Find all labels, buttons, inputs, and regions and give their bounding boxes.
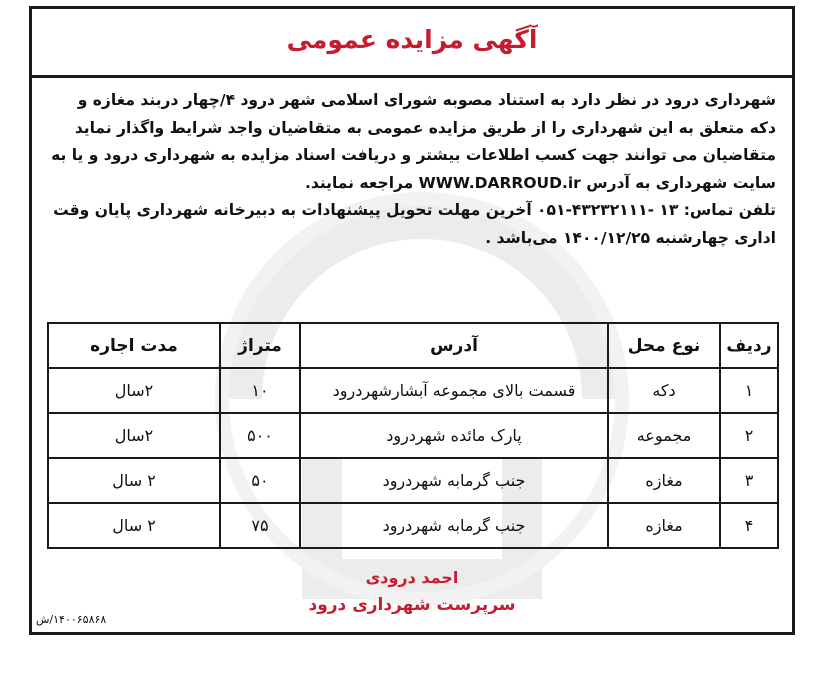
cell-address: قسمت بالای مجموعه آبشارشهردرود (300, 368, 608, 413)
header-type: نوع محل (608, 323, 720, 368)
cell-area: ۵۰ (220, 458, 300, 503)
cell-lease: ۲سال (48, 368, 220, 413)
cell-type: مغازه (608, 503, 720, 548)
cell-type: مجموعه (608, 413, 720, 458)
header-radif: ردیف (720, 323, 778, 368)
cell-area: ۵۰۰ (220, 413, 300, 458)
cell-lease: ۲ سال (48, 503, 220, 548)
notice-frame (29, 6, 795, 635)
cell-lease: ۲ سال (48, 458, 220, 503)
cell-lease: ۲سال (48, 413, 220, 458)
signatory-title: سرپرست شهرداری درود (308, 595, 516, 615)
table-row (48, 413, 778, 458)
cell-radif: ۳ (720, 458, 778, 503)
header-area: متراژ (220, 323, 300, 368)
notice-title: آگهی مزایده عمومی (286, 25, 538, 54)
table-row (48, 368, 778, 413)
cell-type: دکه (608, 368, 720, 413)
reference-code: ۱۴۰۰۶۵۸۶۸/ش (36, 613, 107, 626)
notice-body (50, 87, 776, 253)
table-header-row (48, 323, 778, 368)
cell-radif: ۲ (720, 413, 778, 458)
title-divider (32, 75, 792, 78)
body-paragraph: شهرداری درود در نظر دارد به استناد مصوبه شورای اسلامی شهر درود ۴/چهار دربند مغازه و دکه متعلق به این شهرداری را از طریق مزایده عمومی به متقاضیان واجد شرایط واگذار نماید متقاضیان می توانند جهت کسب اطلاعات بیشتر و دریافت اسناد مزایده به شهرداری درود و یا به سایت شهرداری به آدرس WWW.DARROUD.ir مراجعه نمایند. (51, 91, 776, 192)
table-row (48, 503, 778, 548)
cell-area: ۷۵ (220, 503, 300, 548)
signatory-name: احمد درودی (365, 568, 459, 587)
cell-radif: ۱ (720, 368, 778, 413)
header-address: آدرس (300, 323, 608, 368)
cell-radif: ۴ (720, 503, 778, 548)
cell-area: ۱۰ (220, 368, 300, 413)
cell-type: مغازه (608, 458, 720, 503)
cell-address: جنب گرمابه شهردرود (300, 458, 608, 503)
table-row (48, 458, 778, 503)
auction-items-table (47, 322, 779, 549)
contact-paragraph: تلفن تماس: ۱۳ -۴۳۲۳۲۱۱۱-۰۵۱ آخرین مهلت تحویل پیشنهادات به دبیرخانه شهرداری پایان وقت اداری چهارشنبه ۱۴۰۰/۱۲/۲۵ می‌باشد . (53, 201, 776, 247)
cell-address: جنب گرمابه شهردرود (300, 503, 608, 548)
header-lease: مدت اجاره (48, 323, 220, 368)
signature-block (32, 565, 792, 619)
cell-address: پارک مائده شهردرود (300, 413, 608, 458)
